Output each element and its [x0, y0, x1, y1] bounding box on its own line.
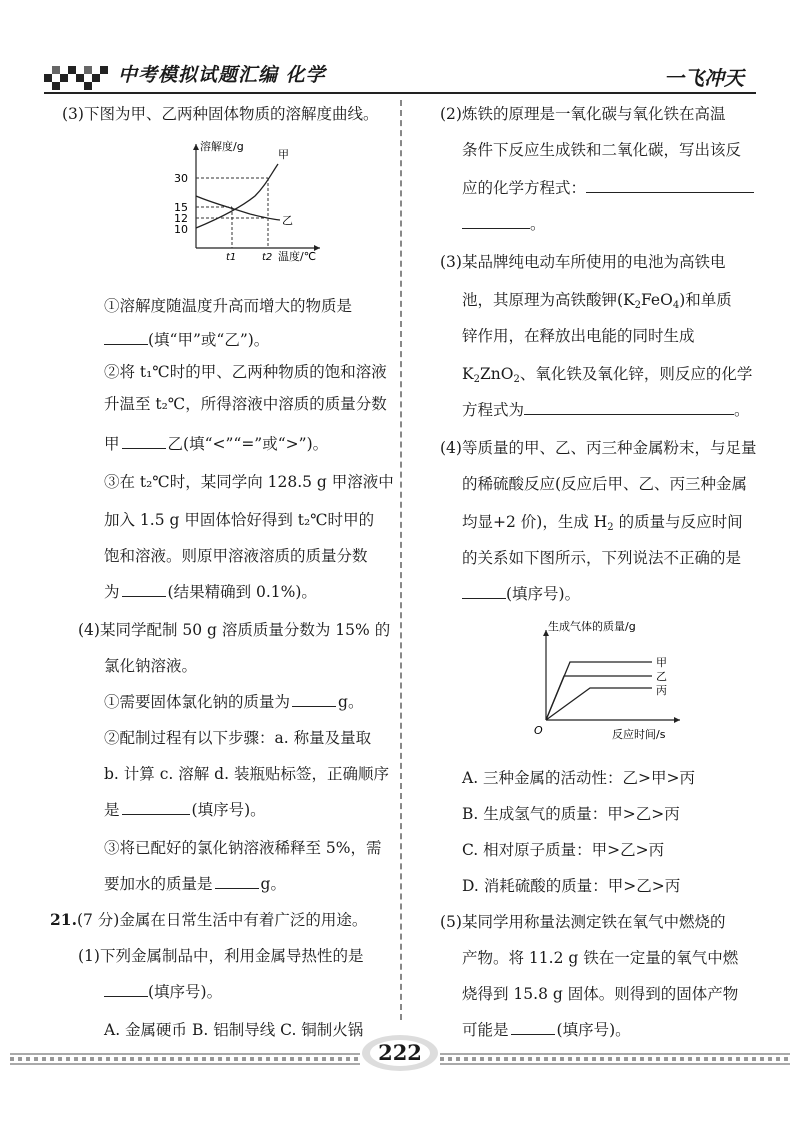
q4-3-line-b: 要加水的质量是 g。	[104, 875, 286, 893]
solubility-chart	[160, 136, 330, 264]
q4-3-line-a: ③将已配好的氯化钠溶液稀释至 5%，需	[104, 839, 382, 857]
option-c: C. 相对原子质量：甲>乙>丙	[462, 841, 665, 859]
chart1-ytick-10: 10	[174, 223, 188, 236]
q4-line-b: 氯化钠溶液。	[104, 657, 198, 675]
chart1-xtick-t2: t2	[262, 252, 273, 263]
answer-blank[interactable]	[104, 344, 148, 345]
answer-blank[interactable]	[292, 706, 336, 707]
label-bing: 丙	[656, 684, 667, 697]
q2-line-d: 。	[462, 212, 546, 234]
answer-blank[interactable]	[462, 228, 530, 229]
label-jia: 甲	[656, 656, 667, 669]
q4-1: ①需要固体氯化钠的质量为 g。	[104, 693, 364, 711]
answer-blank[interactable]	[586, 192, 754, 193]
q3-line-b: 池，其原理为高铁酸钾$(K_2FeO_4)$和单质	[462, 291, 732, 311]
book-title: 中考模拟试题汇编 化学	[118, 64, 326, 86]
label-yi: 乙	[282, 214, 293, 227]
chart2-origin: O	[534, 724, 543, 737]
answer-blank[interactable]	[122, 448, 166, 449]
q4-2-line-a: ②配制过程有以下步骤：a. 称量及量取	[104, 729, 372, 747]
q3-2-line-a: ②将 t₁℃时的甲、乙两种物质的饱和溶液	[104, 363, 387, 381]
q2-line-b: 条件下反应生成铁和二氧化碳，写出该反	[462, 141, 742, 159]
chart1-ytick-12: 12	[174, 212, 188, 225]
chart1-ylabel: 溶解度/g	[200, 140, 244, 153]
brand-logo: 一飞冲天	[664, 66, 744, 90]
column-divider	[400, 100, 402, 1020]
q4-line-c: 均显+2 价)，生成 $H_2$ 的质量与反应时间	[462, 513, 743, 533]
option-a: A. 三种金属的活动性：乙>甲>丙	[462, 769, 696, 787]
q3-1-line-b: (填“甲”或“乙”)。	[104, 328, 269, 350]
answer-blank[interactable]	[524, 414, 734, 415]
q3-intro: (3)下图为甲、乙两种固体物质的溶解度曲线。	[62, 105, 379, 123]
header-rule	[44, 92, 756, 94]
q2-line-c: 应的化学方程式：	[462, 176, 754, 198]
option-b: B. 生成氢气的质量：甲>乙>丙	[462, 805, 680, 823]
line-yi	[546, 676, 652, 720]
q3-2-line-c: 甲 乙(填“<”“=”或“>”)。	[104, 435, 329, 453]
q4-line-a: (4)等质量的甲、乙、丙三种金属粉末，与足量	[440, 439, 757, 457]
q21-header: 21.(7 分)金属在日常生活中有着广泛的用途。	[50, 910, 368, 929]
q5-line-c: 烧得到 15.8 g 固体。则得到的固体产物	[462, 985, 739, 1003]
line-jia	[546, 662, 652, 720]
line-bing	[546, 688, 652, 720]
q4-line-d: 的关系如下图所示，下列说法不正确的是	[462, 549, 742, 567]
q21-1-options: A. 金属硬币 B. 铝制导线 C. 铜制火锅	[104, 1021, 364, 1039]
q4-2-line-c: 是 (填序号)。	[104, 801, 266, 819]
answer-blank[interactable]	[215, 888, 259, 889]
q3-line-d: $K_2ZnO_2$、氧化铁及氧化锌，则反应的化学	[462, 365, 753, 385]
checkered-logo-icon	[44, 60, 108, 90]
answer-blank[interactable]	[122, 814, 190, 815]
answer-blank[interactable]	[462, 598, 506, 599]
q4-2-line-b: b. 计算 c. 溶解 d. 装瓶贴标签，正确顺序	[104, 765, 389, 783]
q21-1-line-a: (1)下列金属制品中，利用金属导热性的是	[78, 947, 364, 965]
chart1-ytick-30: 30	[174, 172, 188, 185]
label-yi: 乙	[656, 670, 667, 683]
q4-line-a: (4)某同学配制 50 g 溶质质量分数为 15% 的	[78, 621, 391, 639]
q3-line-c: 锌作用，在释放出电能的同时生成	[462, 327, 695, 345]
chart2-xlabel: 反应时间/s	[612, 728, 666, 741]
q4-line-e: (填序号)。	[462, 582, 580, 604]
answer-blank[interactable]	[511, 1034, 555, 1035]
q3-3-line-d: 为 (结果精确到 0.1%)。	[104, 583, 317, 601]
gas-mass-chart	[530, 618, 700, 746]
chart2-ylabel: 生成气体的质量/g	[548, 620, 636, 633]
option-d: D. 消耗硫酸的质量：甲>乙>丙	[462, 877, 681, 895]
q3-line-a: (3)某品牌纯电动车所使用的电池为高铁电	[440, 253, 726, 271]
q3-3-line-b: 加入 1.5 g 甲固体恰好得到 t₂℃时甲的	[104, 511, 375, 529]
q3-3-line-a: ③在 t₂℃时，某同学向 128.5 g 甲溶液中	[104, 473, 394, 491]
q4-line-b: 的稀硫酸反应(反应后甲、乙、丙三种金属	[462, 475, 748, 493]
q3-2-line-b: 升温至 t₂℃，所得溶液中溶质的质量分数	[104, 395, 387, 413]
answer-blank[interactable]	[104, 996, 148, 997]
label-jia: 甲	[278, 148, 289, 161]
chart1-ytick-15: 15	[174, 201, 188, 214]
q2-line-a: (2)炼铁的原理是一氧化碳与氧化铁在高温	[440, 105, 726, 123]
chart1-xtick-t1: t1	[226, 252, 237, 263]
q21-1-line-b: (填序号)。	[104, 980, 222, 1002]
q3-3-line-c: 饱和溶液。则原甲溶液溶质的质量分数	[104, 547, 368, 565]
q3-1-line-a: ①溶解度随温度升高而增大的物质是	[104, 297, 353, 315]
answer-blank[interactable]	[122, 596, 166, 597]
q5-line-d: 可能是 (填序号)。	[462, 1021, 631, 1039]
q5-line-a: (5)某同学用称量法测定铁在氧气中燃烧的	[440, 913, 726, 931]
q3-line-e: 方程式为 。	[462, 401, 750, 419]
page-header	[0, 0, 800, 96]
q5-line-b: 产物。将 11.2 g 铁在一定量的氧气中燃	[462, 949, 739, 967]
chart1-xlabel: 温度/℃	[278, 250, 317, 263]
page-number: 222	[378, 1040, 422, 1065]
